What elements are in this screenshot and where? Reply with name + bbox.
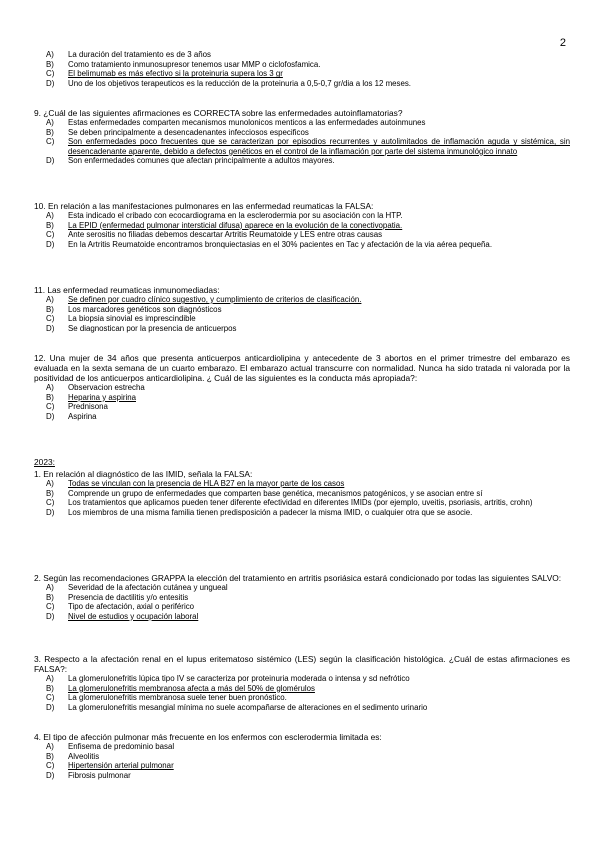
option-b-correct: B) Heparina y aspirina (46, 392, 136, 402)
question-text: 4. El tipo de afección pulmonar más frecuente en los enfermos con esclerodermia limitada es: (34, 732, 382, 742)
year-label: 2023: (34, 457, 55, 467)
option-d: D) Los miembros de una misma familia tienen predisposición a padecer la misma IMID, o cualquier otra que se asocie. (46, 507, 473, 517)
question-text: 1. En relación al diagnóstico de las IMID, señala la FALSA: (34, 469, 253, 479)
option-b: B) Alveolitis (46, 751, 100, 761)
question-text: 2. Según las recomendaciones GRAPPA la elección del tratamiento en artritis psoriásica estará condicionado por todas las siguientes SALVO: (34, 573, 562, 583)
option-b: B) Los marcadores genéticos son diagnósticos (46, 304, 222, 314)
option-d-correct: D) Nivel de estudios y ocupación laboral (46, 611, 199, 621)
option-c: C) La biopsia sinovial es imprescindible (46, 314, 196, 324)
option-d: D) Aspirina (46, 411, 97, 421)
option-a-correct: A) Todas se vinculan con la presencia de HLA B27 en la mayor parte de los casos (46, 479, 345, 488)
page-number: 2 (559, 37, 566, 49)
question-10 (34, 201, 570, 249)
option-b: B) Comprende un grupo de enfermedades que comparten base genética, mecanismos patogénicos, y se asocian entre sí (46, 488, 483, 498)
question-2023-1 (34, 469, 570, 517)
option-c-correct: C) Son enfermedades poco frecuentes que se caracterizan por episodios recurrentes y autolimitados de inflamación aguda y sistémica, sin desencadenante aparente, debido a defectos genéticos en el control de la inflamación por parte del sistema inmunológico innato (46, 137, 570, 156)
option-a: A) Observacion estrecha (46, 383, 145, 392)
option-a: A) Severidad de la afectación cutánea y ungueal (46, 583, 228, 592)
option-d: D) Uno de los objetivos terapeuticos es la reducción de la proteinuria a 0,5-0,7 gr/dia a los 12 meses. (46, 78, 412, 88)
question-text: 9. ¿Cuál de las siguientes afirmaciones es CORRECTA sobre las enfermedades autoinflamatorias? (34, 108, 403, 118)
option-b: B) Como tratamiento inmunosupresor tenemos usar MMP o ciclofosfamica. (46, 59, 321, 69)
year-heading (34, 457, 570, 467)
option-d: D) Fibrosis pulmonar (46, 770, 131, 780)
option-c: C) Los tratamientos que aplicamos pueden tener diferente efectividad en diferentes IMIDs (por ejemplo, uveitis, psoriasis, artritis, crohn) (46, 498, 533, 508)
option-b: B) Se deben principalmente a desencadenantes infecciosos especificos (46, 127, 309, 137)
question-9 (34, 108, 570, 166)
question-text: 12. Una mujer de 34 años que presenta anticuerpos anticardiolipina y antecedente de 3 abortos en el primer trimestre del embarazo es evaluada en la sexta semana de un cuarto embarazo. El embarazo actual transcurre con normalidad. Nunca ha sido tratada ni valorada por la positividad de los anticuerpos anticardiolipina. ¿ Cuál de las siguientes es la conducta más apropiada?: (34, 353, 570, 383)
option-a: A) La glomerulonefritis lúpica tipo IV se caracteriza por proteinuria moderada o intensa y sd nefrótico (46, 674, 410, 683)
option-a: A) Enfisema de predominio basal (46, 742, 175, 751)
option-b-correct: B) La EPID (enfermedad pulmonar intersticial difusa) aparece en la evolución de la conectivopatia. (46, 220, 403, 230)
question-block-continuation (34, 50, 570, 88)
option-d: D) En la Artritis Reumatoide encontramos bronquiectasias en el 30% pacientes en Tac y afectación de la via aérea pequeña. (46, 239, 493, 249)
option-c: C) La glomerulonefritis membranosa suele tener buen pronóstico. (46, 693, 287, 703)
question-2023-2 (34, 573, 570, 621)
option-c-correct: C) El belimumab es más efectivo si la proteinuria supera los 3 gr (46, 69, 283, 79)
question-12 (34, 353, 570, 421)
question-text: 11. Las enfermedad reumaticas inmunomediadas: (34, 285, 220, 295)
option-d: D) Son enfermedades comunes que afectan principalmente a adultos mayores. (46, 156, 335, 166)
question-2023-4 (34, 732, 570, 780)
option-c: C) Ante serositis no filiadas debemos descartar Artritis Reumatoide y LES entre otras causas (46, 230, 383, 240)
question-text: 3. Respecto a la afectación renal en el lupus eritematoso sistémico (LES) según la clasificación histológica. ¿Cuál de estas afirmaciones es FALSA?: (34, 654, 570, 674)
question-text: 10. En relación a las manifestaciones pulmonares en las enfermedad reumaticas la FALSA: (34, 201, 374, 211)
option-b-correct: B) La glomerulonefritis membranosa afecta a más del 50% de glomérulos (46, 683, 315, 693)
option-a-correct: A) Se definen por cuadro clínico sugestivo, y cumplimiento de criterios de clasificación. (46, 295, 362, 304)
option-c: C) Prednisona (46, 402, 108, 412)
question-11 (34, 285, 570, 333)
option-d: D) La glomerulonefritis mesangial mínima no suele acompañarse de alteraciones en el sedimento urinario (46, 702, 428, 712)
option-a: A) La duración del tratamiento es de 3 años (46, 50, 212, 59)
question-2023-3 (34, 654, 570, 712)
option-c: C) Tipo de afectación, axial o periférico (46, 602, 195, 612)
option-a: A) Estas enfermedades comparten mecanismos munolonicos menticos a las enfermedades autoinmunes (46, 118, 426, 127)
option-b: B) Presencia de dactilitis y/o entesitis (46, 592, 189, 602)
option-d: D) Se diagnostican por la presencia de anticuerpos (46, 323, 237, 333)
option-c-correct: C) Hipertensión arterial pulmonar (46, 761, 174, 771)
option-a: A) Esta indicado el cribado con ecocardiograma en la esclerodermia por su asociación con la HTP. (46, 211, 403, 220)
